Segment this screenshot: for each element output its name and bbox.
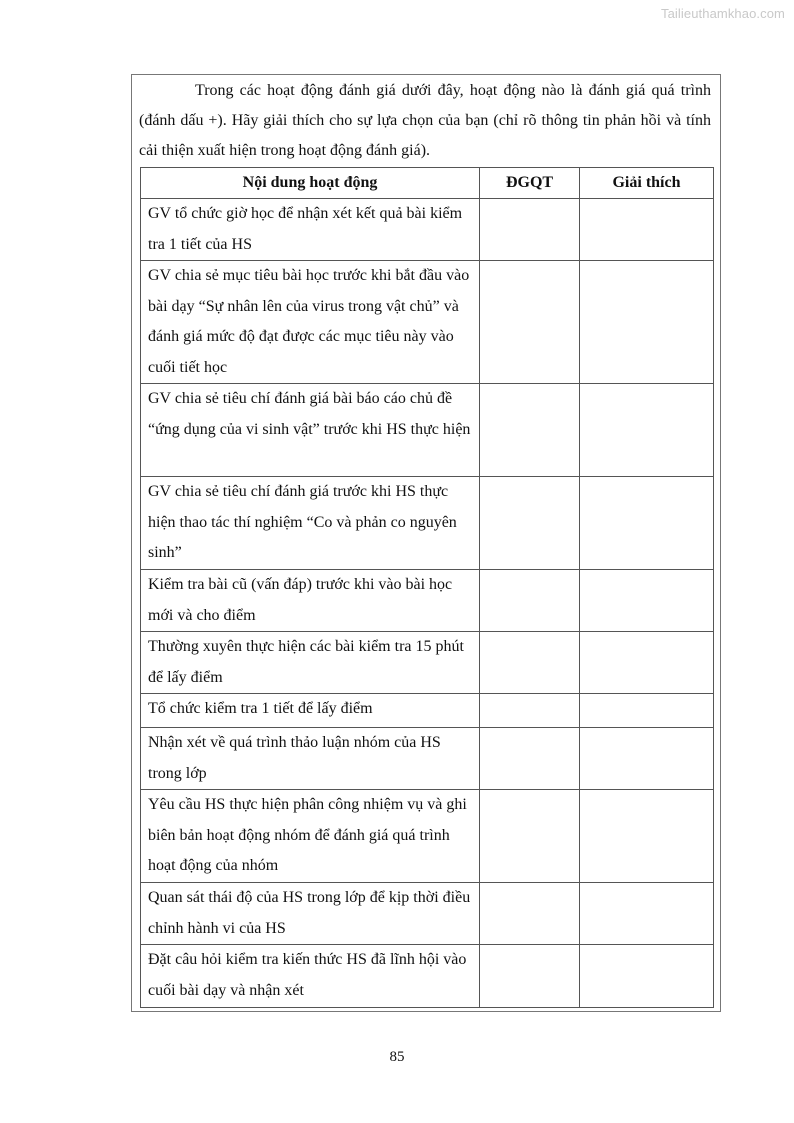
- activity-content-cell: Thường xuyên thực hiện các bài kiểm tra 15 phút để lấy điểm: [141, 632, 480, 694]
- dgqt-cell[interactable]: [480, 199, 580, 261]
- activity-content-cell: GV chia sẻ tiêu chí đánh giá bài báo cáo chủ đề “ứng dụng của vi sinh vật” trước khi HS thực hiện: [141, 384, 480, 477]
- dgqt-cell[interactable]: [480, 728, 580, 790]
- table-row: [141, 261, 714, 384]
- explanation-cell[interactable]: [580, 384, 714, 477]
- table-header-row: [141, 168, 714, 199]
- table-row: [141, 632, 714, 694]
- table-row: [141, 384, 714, 477]
- activity-content-cell: GV tổ chức giờ học để nhận xét kết quả bài kiểm tra 1 tiết của HS: [141, 199, 480, 261]
- activity-content-cell: Nhận xét về quá trình thảo luận nhóm của HS trong lớp: [141, 728, 480, 790]
- activity-table: [140, 167, 714, 1008]
- activity-content-cell: GV chia sẻ mục tiêu bài học trước khi bắt đầu vào bài dạy “Sự nhân lên của virus trong vật chủ” và đánh giá mức độ đạt được các mục tiêu này vào cuối tiết học: [141, 261, 480, 384]
- table-row: [141, 199, 714, 261]
- explanation-cell[interactable]: [580, 477, 714, 570]
- table-row: [141, 694, 714, 728]
- instruction-paragraph: [139, 76, 711, 166]
- table-row: [141, 945, 714, 1008]
- activity-content-cell: Quan sát thái độ của HS trong lớp để kịp thời điều chỉnh hành vi của HS: [141, 883, 480, 945]
- explanation-cell[interactable]: [580, 694, 714, 728]
- dgqt-cell[interactable]: [480, 790, 580, 883]
- dgqt-cell[interactable]: [480, 477, 580, 570]
- table-row: [141, 570, 714, 632]
- table-row: [141, 790, 714, 883]
- table-row: [141, 728, 714, 790]
- dgqt-cell[interactable]: [480, 632, 580, 694]
- explanation-cell[interactable]: [580, 790, 714, 883]
- explanation-cell[interactable]: [580, 883, 714, 945]
- dgqt-cell[interactable]: [480, 945, 580, 1008]
- activity-content-cell: GV chia sẻ tiêu chí đánh giá trước khi HS thực hiện thao tác thí nghiệm “Co và phản co nguyên sinh”: [141, 477, 480, 570]
- header-dgqt: ĐGQT: [480, 168, 580, 199]
- explanation-cell[interactable]: [580, 945, 714, 1008]
- explanation-cell[interactable]: [580, 570, 714, 632]
- activity-content-cell: Yêu cầu HS thực hiện phân công nhiệm vụ và ghi biên bản hoạt động nhóm để đánh giá quá trình hoạt động của nhóm: [141, 790, 480, 883]
- activity-content-cell: Kiểm tra bài cũ (vấn đáp) trước khi vào bài học mới và cho điểm: [141, 570, 480, 632]
- dgqt-cell[interactable]: [480, 384, 580, 477]
- explanation-cell[interactable]: [580, 199, 714, 261]
- page-number: 85: [389, 1049, 405, 1065]
- table-row: [141, 883, 714, 945]
- header-activity-content: Nội dung hoạt động: [141, 168, 480, 199]
- explanation-cell[interactable]: [580, 728, 714, 790]
- dgqt-cell[interactable]: [480, 261, 580, 384]
- dgqt-cell[interactable]: [480, 694, 580, 728]
- dgqt-cell[interactable]: [480, 570, 580, 632]
- activity-content-cell: Đặt câu hỏi kiểm tra kiến thức HS đã lĩnh hội vào cuối bài dạy và nhận xét: [141, 945, 480, 1008]
- activity-content-cell: Tổ chức kiểm tra 1 tiết để lấy điểm: [141, 694, 480, 728]
- instruction-text: Trong các hoạt động đánh giá dưới đây, hoạt động nào là đánh giá quá trình (đánh dấu +). Hãy giải thích cho sự lựa chọn của bạn (chỉ rõ thông tin phản hồi và tính cải thiện xuất hiện trong hoạt động đánh giá).: [139, 82, 711, 159]
- table-row: [141, 477, 714, 570]
- explanation-cell[interactable]: [580, 632, 714, 694]
- watermark: Tailieuthamkhao.com: [660, 6, 785, 21]
- explanation-cell[interactable]: [580, 261, 714, 384]
- header-explanation: Giải thích: [580, 168, 714, 199]
- dgqt-cell[interactable]: [480, 883, 580, 945]
